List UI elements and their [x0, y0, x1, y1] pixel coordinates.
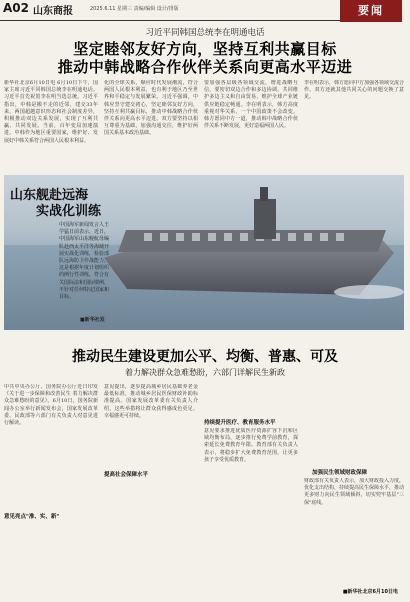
second-column-4: 财政部有关负责人表示，加大财政投入力度，优化支出结构，持续提高民生保障水平，推动更多财力向民生领域倾斜，切实兜牢基层"三保"底线。 — [304, 478, 404, 506]
feature-text: 中国海军新闻发言人王学猛日前表示，近日，中国海军山东舰航母编队赴西太平洋等海域开展实战化训练，检验部队远海防卫作战能力。这是根据年度计划组织的例行性训练，符合有关国际法和国际惯例，不针对任何特定国家和目标。 — [59, 222, 110, 301]
second-column-3: 意见要求推进优质医疗资源扩容下沉和区域均衡布局，逐步推行免费学前教育，探索延长免费教育年限。教育部有关负责人表示，将稳步扩大免费教育范围，让更多孩子享受优质教育。 — [204, 428, 298, 463]
lead-column-4: 李在明表示，韩方愿同中方加强各领域交流合作。双方还就其他共同关心的问题交换了意见。 — [304, 80, 404, 101]
second-col1-subhead: 意见亮点"准、实、新" — [4, 514, 60, 520]
lead-headline-1: 坚定睦邻友好方向，坚持互利共赢目标 — [73, 40, 337, 58]
feature-title-1: 山东舰赴远海 — [10, 188, 89, 203]
page-number: A02 — [3, 1, 29, 15]
lead-column-3: 要加强各层级各领域交流，增进战略互信，要密切双边合作和多边协调，共同维护多边主义和自由贸易，维护全球产业链供应链稳定畅通。李在明表示，韩方高度重视对华关系，一个中国政策不会改变。韩方愿同中方一道，推动韩中战略合作伙伴关系不断发展，更好造福两国人民。 — [204, 80, 298, 130]
carrier-mast — [260, 187, 268, 201]
second-headline: 推动民生建设更加公平、均衡、普惠、可及 — [72, 349, 338, 365]
lead-column-2: 化的全球关系，顺应时代发展潮流，符合两国人民根本利益，也有利于地区乃至世界和平稳定与发展繁荣。习近平强调，中韩应坚守建交初心，坚定睦邻友好方向，坚持互利共赢目标，推动中韩战略合作伙伴关系向更高水平迈进。双方要坚持以相互尊重为基础，加强沟通交往，维护好两国关系基本政治基础。 — [104, 80, 198, 137]
second-source: ■新华社北京6月10日电 — [342, 589, 398, 595]
wake — [334, 285, 404, 299]
feature-title-2: 实战化训练 — [36, 204, 102, 219]
second-subheadline: 着力解决群众急难愁盼，六部门详解民生新政 — [125, 368, 285, 377]
lead-kicker: 习近平同韩国总统李在明通电话 — [145, 28, 265, 38]
second-column-2: 意见提出，逐步提高城乡居民基础养老金最低标准，推动城乡居民医保财政补助标准提高。国家发展改革委有关负责人介绍，这些举措将让群众获得感成色更足、幸福感更可持续。 — [104, 384, 198, 419]
feature-source: ■新华社发 — [80, 317, 105, 323]
feature-caption — [4, 180, 114, 330]
issue-meta: 2025.6.11 星期三 责编/编辑 设计/排版 — [90, 6, 179, 12]
second-col2-subhead: 提高社会保障水平 — [104, 472, 149, 478]
lead-headline-2: 推动中韩战略合作伙伴关系向更高水平迈进 — [57, 58, 353, 76]
second-col4-subhead: 加强民生领域财政保障 — [312, 470, 368, 476]
header-rule — [0, 20, 340, 21]
paper-name: 山东商报 — [33, 6, 73, 17]
lead-column-1: 新华社北京6月10日电 6月10日下午，国家主席习近平同韩国总统李在明通电话。习近平首先祝贺李在明当选总统。习近平指出，中韩是搬不走的近邻，建交33年来，两国超越意识形态和社会制度差异，积极推动双边关系发展，实现了互利共赢、共同发展。当前，百年变局加速演进，中韩作为地区重要国家，维护好、发展好中韩关系符合两国人民根本利益。 — [4, 80, 98, 144]
second-column-1: 中共中央办公厅、国务院办公厅近日印发《关于进一步保障和改善民生 着力解决群众急难愁盼的意见》。6月10日，国务院新闻办公室举行新闻发布会，国家发展改革委、民政部等六部门有关负责人对意见进行解读。 — [4, 384, 98, 427]
page-header — [0, 0, 410, 18]
carrier-island — [254, 199, 276, 239]
second-col3-subhead: 持续提升医疗、教育服务水平 — [204, 420, 276, 426]
deck-aircraft — [144, 233, 344, 241]
section-badge: 要闻 — [340, 0, 402, 22]
